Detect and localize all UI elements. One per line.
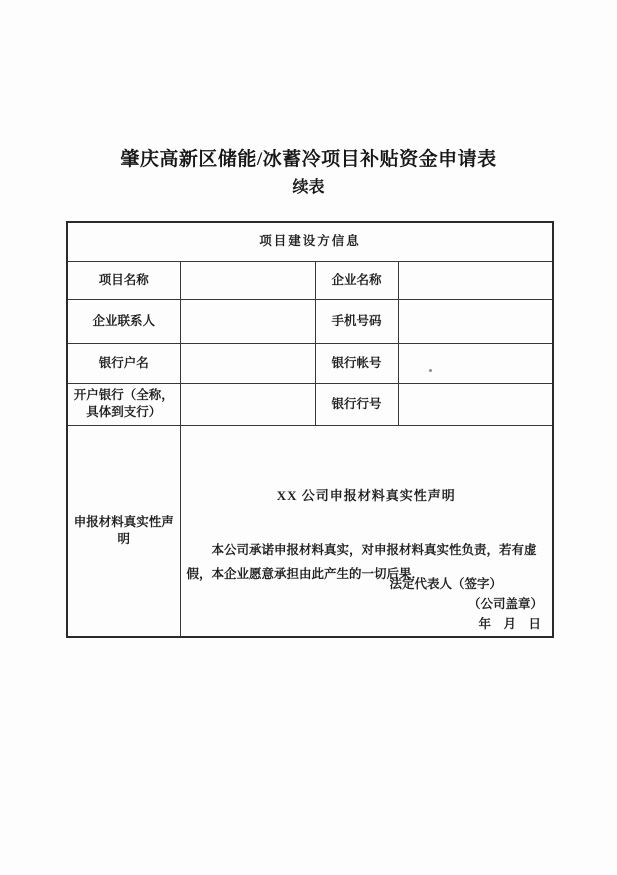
- declaration-cell: [180, 425, 553, 637]
- table-row: [67, 299, 553, 343]
- page-title: 肇庆高新区储能/冰蓄冷项目补贴资金申请表: [120, 149, 497, 170]
- input-cell-enterprise-contact: [180, 299, 315, 343]
- legal-representative-signature-line: 法定代表人（签字）: [389, 577, 503, 591]
- declaration-body: 本公司承诺申报材料真实，对申报材料真实性负责，若有虚假，本企业愿意承担由此产生的一切后果．: [186, 542, 537, 581]
- table-row: [67, 425, 553, 637]
- input-cell-enterprise-name: [398, 261, 553, 299]
- input-cell-project-name: [180, 261, 315, 299]
- label-enterprise-name: 企业名称: [315, 261, 398, 299]
- declaration-heading: XX 公司申报材料真实性声明: [276, 487, 456, 503]
- input-cell-opening-bank: [180, 383, 315, 425]
- label-bank-branch-number: 银行行号: [315, 383, 398, 425]
- label-declaration: 申报材料真实性声明: [67, 425, 180, 637]
- label-enterprise-contact: 企业联系人: [67, 299, 180, 343]
- label-project-name: 项目名称: [67, 261, 180, 299]
- table-row: [67, 343, 553, 383]
- label-bank-account-name: 银行户名: [67, 343, 180, 383]
- applicant-info-table: [66, 221, 554, 638]
- date-line: 年 月 日: [478, 617, 542, 631]
- declaration-signature-block: [181, 574, 553, 634]
- table-row: [67, 222, 553, 261]
- input-cell-bank-account-name: [180, 343, 315, 383]
- label-opening-bank: 开户银行（全称，具体到支行）: [67, 383, 180, 425]
- label-bank-account-number: 银行帐号: [315, 343, 398, 383]
- label-mobile-number: 手机号码: [315, 299, 398, 343]
- input-cell-bank-account-number: [398, 343, 553, 383]
- company-seal-line: （公司盖章）: [468, 597, 544, 611]
- scan-speck: [429, 369, 432, 372]
- table-row: [67, 261, 553, 299]
- section-header-project-builder-info: 项目建设方信息: [67, 222, 553, 261]
- input-cell-bank-branch-number: [398, 383, 553, 425]
- table-row: [67, 383, 553, 425]
- input-cell-mobile-number: [398, 299, 553, 343]
- page-subtitle: 续表: [292, 179, 325, 196]
